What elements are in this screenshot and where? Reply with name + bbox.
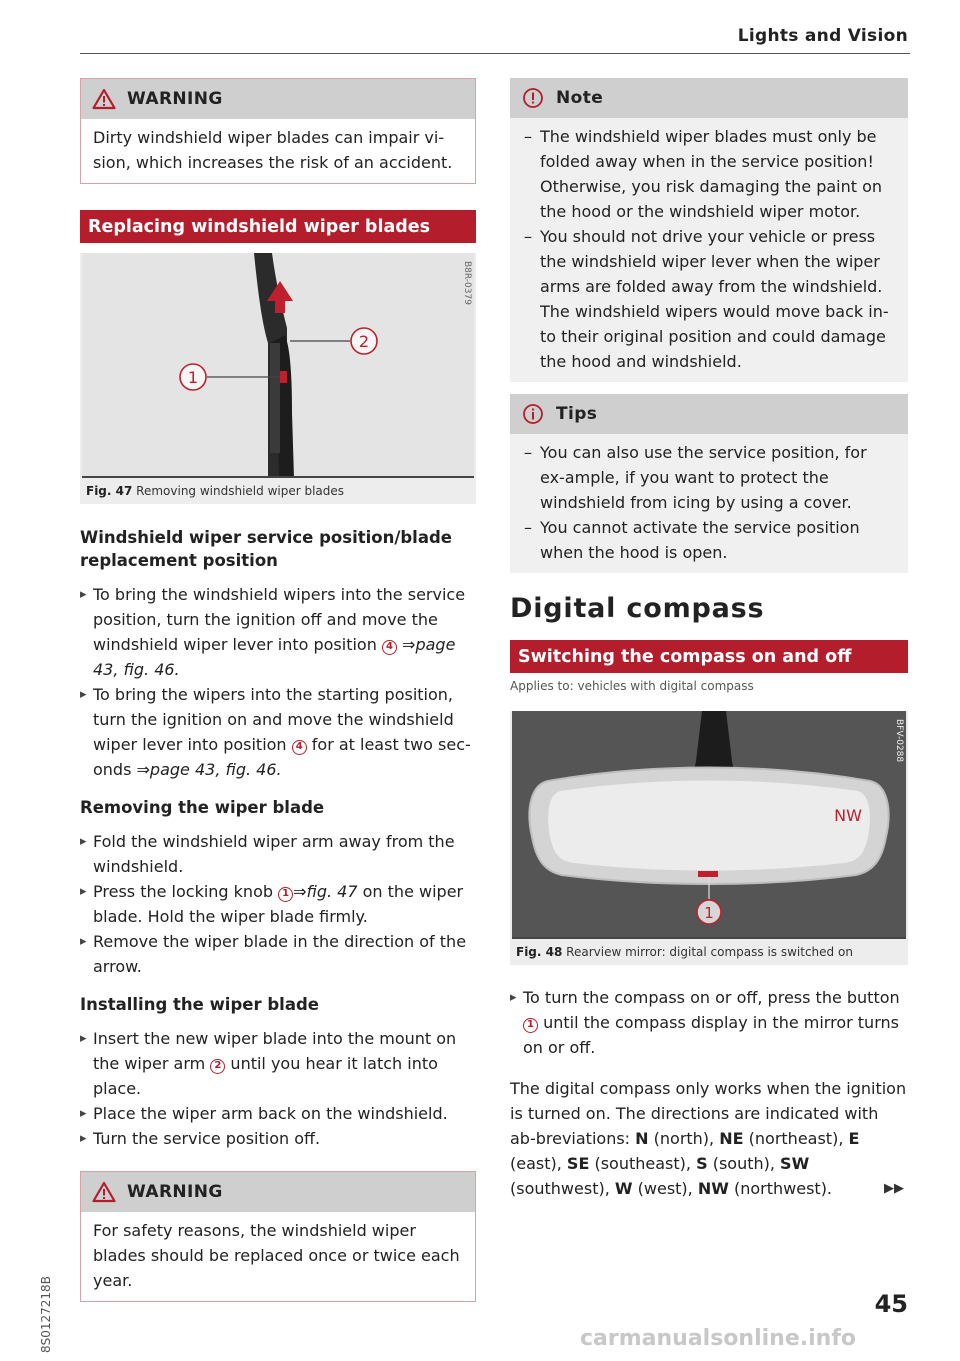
figure-caption-text: Rearview mirror: digital compass is switched on [566, 945, 853, 959]
rearview-mirror-illustration [512, 711, 906, 939]
warning-header [81, 79, 475, 119]
position-4-marker: 4 [292, 740, 307, 755]
installing-heading: Installing the wiper blade [80, 995, 319, 1014]
installing-steps [80, 1026, 476, 1151]
note-label: Note [556, 88, 604, 108]
note-box [510, 78, 908, 382]
service-steps [80, 582, 476, 782]
compass-paragraph: The digital compass only works when the ignition is turned on. The directions are indicated with ab-breviations: N (north), NE (northeast), E (east), SE (southeast), S (south), SW (southwest), W (west), NW (northwest). ▶▶ [510, 1076, 908, 1201]
left-column [80, 78, 476, 1302]
svg-text:8S0127218B: 8S0127218B [39, 1276, 53, 1353]
warning-text: Dirty windshield wiper blades can impair vi-sion, which increases the risk of an accident. [93, 128, 453, 172]
list-item: – You should not drive your vehicle or press the windshield wiper lever when the wiper arms are folded away from the windshield. The windshield wipers would move back in-to their original position and could damage the hood and windshield. [524, 224, 896, 374]
figure-code: B8R-0379 [462, 261, 472, 305]
figure-caption [510, 939, 908, 965]
compass-steps [510, 985, 908, 1060]
tips-list [510, 434, 908, 573]
list-item: ▸ Insert the new wiper blade into the mount on the wiper arm 2 until you hear it latch into place. [80, 1026, 476, 1101]
list-item: ▸ Remove the wiper blade in the direction of the arrow. [80, 929, 476, 979]
note-header [510, 78, 908, 118]
warning-box [80, 78, 476, 184]
figure-reference-link[interactable]: ⇒fig. 47 [293, 882, 358, 901]
removing-heading: Removing the wiper blade [80, 798, 325, 817]
tips-header [510, 394, 908, 434]
wiper-blade-illustration [82, 253, 474, 478]
list-item: – The windshield wiper blades must only be folded away when in the service position! Otherwise, you risk damaging the paint on the hood or the windshield wiper motor. [524, 124, 896, 224]
callout-1: 1 [187, 368, 199, 387]
figure-code: BFV-0288 [894, 719, 904, 763]
page-reference-link[interactable]: ⇒page 43, fig. 46. [136, 760, 282, 779]
callout-1: 1 [704, 904, 714, 922]
removing-steps [80, 829, 476, 979]
warning-header [81, 1172, 475, 1212]
list-item: ▸ Place the wiper arm back on the windshield. [80, 1101, 476, 1126]
button-1-marker: 1 [523, 1018, 538, 1033]
knob-1-marker: 1 [278, 887, 293, 902]
warning-label: WARNING [127, 89, 223, 109]
figure-caption [80, 478, 476, 504]
section-heading-bar: Switching the compass on and off [510, 640, 908, 673]
list-item: ▸ To bring the windshield wipers into the service position, turn the ignition off and move the windshield wiper lever into position 4 ⇒page 43, fig. 46. [80, 582, 476, 682]
continue-arrow-icon: ▶▶ [884, 1181, 904, 1196]
page-reference-link[interactable]: ⇒page 43, fig. 46. [93, 635, 456, 679]
page-header [80, 26, 910, 54]
compass-display: NW [834, 806, 862, 825]
position-4-marker: 4 [382, 640, 397, 655]
figure-47 [80, 253, 476, 504]
service-position-heading: Windshield wiper service position/blade replacement position [80, 528, 452, 570]
page-number: 45 [874, 1290, 908, 1318]
list-item: ▸ Fold the windshield wiper arm away from the windshield. [80, 829, 476, 879]
list-item: ▸ To turn the compass on or off, press the button 1 until the compass display in the mirror turns on or off. [510, 985, 908, 1060]
figure-caption-text: Removing windshield wiper blades [136, 484, 345, 498]
tips-label: Tips [556, 404, 598, 424]
figure-label: Fig. 47 [86, 484, 133, 498]
chapter-title: Lights and Vision [737, 26, 908, 46]
list-item: ▸ To bring the wipers into the starting position, turn the ignition on and move the windshield wiper lever into position 4 for at least two sec-onds ⇒page 43, fig. 46. [80, 682, 476, 782]
document-code [36, 1215, 56, 1355]
warning-triangle-icon [91, 87, 117, 111]
watermark: carmanualsonline.info [580, 1326, 856, 1351]
warning-text: For safety reasons, the windshield wiper blades should be replaced once or twice each year. [93, 1221, 460, 1290]
warning-triangle-icon [91, 1180, 117, 1204]
arm-2-marker: 2 [210, 1059, 225, 1074]
section-title: Digital compass [510, 593, 765, 624]
figure-48 [510, 711, 908, 965]
note-list [510, 118, 908, 382]
section-heading-bar: Replacing windshield wiper blades [80, 210, 476, 243]
list-item: – You can also use the service position, for ex-ample, if you want to protect the windshield from icing by using a cover. [524, 440, 896, 515]
applies-to-note: Applies to: vehicles with digital compass [510, 679, 754, 693]
list-item: ▸ Press the locking knob 1 ⇒fig. 47 on the wiper blade. Hold the wiper blade firmly. [80, 879, 476, 929]
right-column [510, 78, 908, 1201]
list-item: – You cannot activate the service position when the hood is open. [524, 515, 896, 565]
exclamation-circle-icon [520, 86, 546, 110]
callout-2: 2 [358, 332, 370, 351]
tips-box [510, 394, 908, 573]
info-circle-icon [520, 402, 546, 426]
warning-box [80, 1171, 476, 1302]
list-item: ▸ Turn the service position off. [80, 1126, 476, 1151]
warning-label: WARNING [127, 1182, 223, 1202]
figure-label: Fig. 48 [516, 945, 563, 959]
